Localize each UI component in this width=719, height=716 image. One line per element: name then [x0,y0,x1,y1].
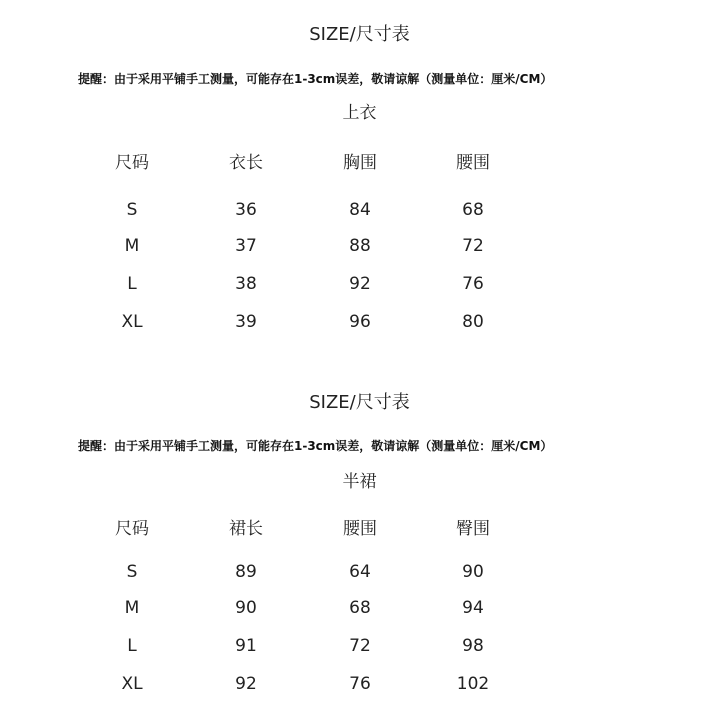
table-cell: 89 [235,562,257,582]
header-size: 尺码 [115,153,149,173]
header-size: 尺码 [115,519,149,539]
header-length: 裙长 [229,519,263,539]
category-label: 上衣 [342,103,377,123]
table-cell: 90 [462,562,484,582]
table-cell: 96 [349,312,371,332]
table-cell: 76 [349,674,371,694]
table-cell: 92 [349,274,371,294]
table-cell: 98 [462,636,484,656]
header-waist: 腰围 [343,519,377,539]
measurement-note: 提醒：由于采用平铺手工测量，可能存在1-3cm误差，敬请谅解（测量单位：厘米/CM） [78,72,553,86]
measurement-note: 提醒：由于采用平铺手工测量，可能存在1-3cm误差，敬请谅解（测量单位：厘米/CM） [78,439,553,453]
table-cell: 90 [235,598,257,618]
table-cell: 72 [349,636,371,656]
table-cell: 36 [235,200,257,220]
table-cell: S [126,200,138,220]
header-waist: 腰围 [456,153,490,173]
header-length: 衣长 [229,153,263,173]
table-cell: 64 [349,562,371,582]
table-cell: 76 [462,274,484,294]
table-cell: 102 [456,674,490,694]
header-bust: 胸围 [343,153,377,173]
table-cell: XL [121,674,143,694]
table-cell: M [124,236,140,256]
table-cell: 84 [349,200,371,220]
table-cell: 68 [462,200,484,220]
table-cell: 91 [235,636,257,656]
table-cell: 92 [235,674,257,694]
table-cell: L [127,274,137,294]
table-cell: M [124,598,140,618]
table-cell: 80 [462,312,484,332]
table-cell: 88 [349,236,371,256]
table-cell: 39 [235,312,257,332]
table-cell: 68 [349,598,371,618]
table-title: SIZE/尺寸表 [309,392,410,413]
table-cell: 38 [235,274,257,294]
table-cell: 94 [462,598,484,618]
table-cell: L [127,636,137,656]
table-cell: S [126,562,138,582]
header-hip: 臀围 [456,519,490,539]
table-cell: 72 [462,236,484,256]
table-title: SIZE/尺寸表 [309,24,410,45]
category-label: 半裙 [342,472,377,492]
table-cell: 37 [235,236,257,256]
table-cell: XL [121,312,143,332]
